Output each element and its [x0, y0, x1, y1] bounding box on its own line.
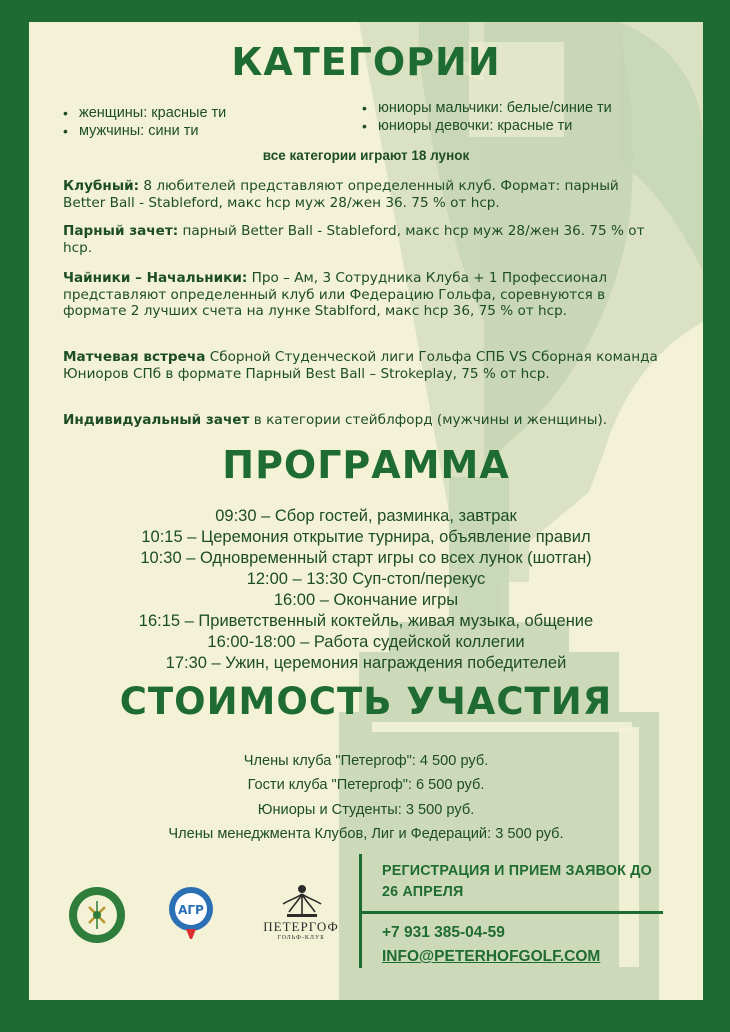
pricing-list	[29, 749, 703, 846]
paragraph-lead: Чайники – Начальники:	[63, 270, 248, 286]
paragraph-individual	[63, 412, 663, 429]
list-item: Юниоры и Студенты: 3 500 руб.	[257, 801, 475, 818]
paragraph-pairs	[63, 223, 663, 256]
list-item: 17:30 – Ужин, церемония награждения победителей	[165, 654, 567, 672]
agr-logo-icon	[166, 885, 216, 941]
program-list	[29, 506, 703, 674]
registration-title-line: РЕГИСТРАЦИЯ И ПРИЕМ ЗАЯВОК ДО	[382, 863, 652, 879]
list-item: Гости клуба "Петергоф": 6 500 руб.	[247, 777, 485, 794]
paragraph-pro-am	[63, 270, 663, 320]
list-item: 16:00-18:00 – Работа судейской коллегии	[207, 633, 525, 651]
list-item: • юниоры девочки: красные ти	[362, 117, 612, 135]
paragraph-club	[63, 178, 663, 211]
paragraph-match	[63, 349, 663, 382]
list-item: Члены менеджмента Клубов, Лиг и Федераций: 3 500 руб.	[168, 825, 564, 842]
categories-title: КАТЕГОРИИ	[231, 40, 501, 84]
registration-rule	[359, 911, 663, 914]
peterhof-logo-name: ПЕТЕРГОФ	[263, 919, 339, 934]
paragraph-body: в категории стейблфорд (мужчины и женщины).	[249, 412, 608, 428]
peterhof-logo-sub: ГОЛЬФ-КЛУБ	[277, 935, 325, 941]
paragraph-lead: Матчевая встреча	[63, 349, 206, 365]
list-item: 09:30 – Сбор гостей, разминка, завтрак	[215, 507, 517, 525]
program-title: ПРОГРАММА	[222, 443, 510, 487]
list-item: 16:15 – Приветственный коктейль, живая музыка, общение	[138, 612, 594, 630]
all-categories-note: все категории играют 18 лунок	[262, 148, 470, 163]
registration-email-link[interactable]: INFO@PETERHOFGOLF.COM	[382, 948, 601, 965]
paragraph-body: Про – Ам, 3 Сотрудника Клуба + 1 Профессионал представляют определенный клуб или Федерацию Гольфа, соревнуются в формате 2 лучших счета на лунке Stablford, макс hcp 36, 75 % от hcp.	[63, 270, 608, 319]
list-item: Члены клуба "Петергоф": 4 500 руб.	[243, 753, 489, 769]
categories-list-right	[362, 99, 612, 135]
paragraph-lead: Парный зачет:	[63, 223, 179, 239]
peterhof-logo-icon	[277, 884, 327, 918]
paragraph-body: парный Better Ball - Stableford, макс hcp муж 28/жен 36. 75 % от hcp.	[63, 223, 645, 256]
list-item: 10:15 – Церемония открытие турнира, объявление правил	[141, 528, 591, 546]
list-item: 10:30 – Одновременный старт игры со всех лунок (шотган)	[140, 549, 592, 567]
poster-sheet	[29, 22, 703, 1000]
registration-phone[interactable]: +7 931 385-04-59	[382, 924, 505, 941]
pricing-title: СТОИМОСТЬ УЧАСТИЯ	[119, 680, 613, 723]
registration-deadline: 26 АПРЕЛЯ	[382, 884, 464, 900]
list-item: • мужчины: сини ти	[63, 122, 226, 140]
paragraph-body: 8 любителей представляют определенный клуб. Формат: парный Better Ball - Stableford, макс hcp муж 28/жен 36. 75 % от hcp.	[63, 178, 619, 211]
list-item: 16:00 – Окончание игры	[273, 591, 459, 609]
list-item: • юниоры мальчики: белые/синие ти	[362, 99, 612, 117]
list-item: • женщины: красные ти	[63, 104, 226, 122]
list-item: 12:00 – 13:30 Суп-стоп/перекус	[246, 570, 486, 588]
poster-content	[29, 22, 703, 1000]
paragraph-lead: Индивидуальный зачет	[63, 412, 250, 428]
registration-title	[382, 861, 682, 903]
golf-federation-emblem-icon	[67, 885, 127, 945]
agr-logo-text: АГР	[178, 903, 204, 917]
categories-list-left	[63, 104, 226, 140]
paragraph-lead: Клубный:	[63, 178, 140, 194]
paragraph-body: Сборной Студенческой лиги Гольфа СПБ VS Сборная команда Юниоров СПб в формате Парный Best Ball – Strokeplay, 75 % от hcp.	[63, 349, 658, 382]
